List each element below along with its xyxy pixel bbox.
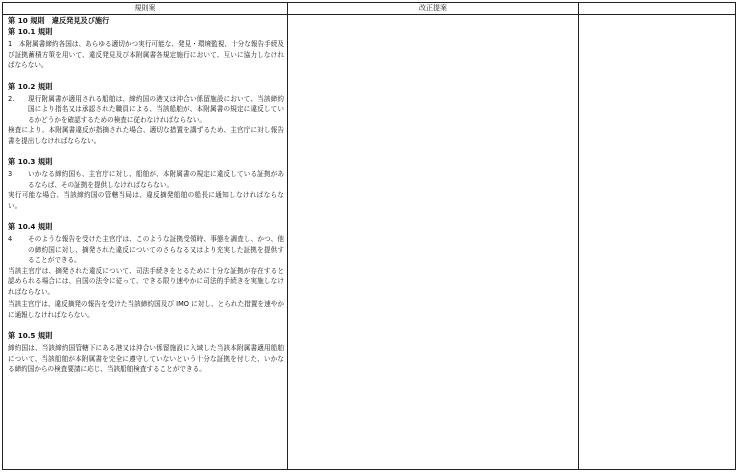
rule-paragraph: 1 本附属書締約各国は、あらゆる適切かつ実行可能な、発見・環境監視、十分な報告手続及び証拠蓄積方策を用いて、違反発見及び本附属書各規定施行において、互いに協力しなければならない。 bbox=[8, 40, 284, 69]
rule-heading: 第 10.4 規則 bbox=[8, 222, 53, 231]
rule-paragraph: 当該主官庁は、違反摘発の報告を受けた当該締約国及び IMO に対し、とられた措置を速やかに通報しなければならない。 bbox=[8, 300, 284, 319]
header-draft-rule: 規則案 bbox=[3, 3, 288, 15]
rule-paragraph: 検査により、本附属書違反が指摘された場合、適切な措置を講ずるため、主官庁に対し報告書を提出しなければならない。 bbox=[8, 126, 284, 145]
amendment-proposal-cell bbox=[288, 15, 579, 470]
rule-section bbox=[8, 157, 284, 211]
rule-heading: 第 10.5 規則 bbox=[8, 331, 53, 340]
paragraph-number: 3 bbox=[8, 170, 13, 178]
paragraph-number: 4 bbox=[8, 235, 13, 243]
rule-section bbox=[8, 27, 284, 71]
paragraph-text: 現行附属書が適用される船舶は、締約国の港又は沖合い係留施設において、当該締約国により指名又は承認された職員による、当該船舶が、本附属書の規定に違反しているかどうかを確認するための検査に従わなければならない。 bbox=[28, 94, 284, 124]
draft-rule-cell bbox=[3, 15, 288, 470]
remarks-cell bbox=[579, 15, 736, 470]
rule-paragraph: 実行可能な場合、当該締約国の管轄当局は、違反摘発船舶の船長に通知しなければならない。 bbox=[8, 191, 284, 210]
paragraph-text: そのような報告を受けた主官庁は、このような証拠受領時、事態を調査し、かつ、他の締約国に対し、摘発された違反についてのさらなる又はより充実した証拠を提供することができる。 bbox=[28, 235, 284, 264]
rule-heading: 第 10.1 規則 bbox=[8, 27, 53, 36]
rule-heading: 第 10.3 規則 bbox=[8, 157, 53, 166]
rule-section bbox=[8, 222, 284, 320]
comparison-table bbox=[2, 2, 736, 470]
numbered-paragraph bbox=[8, 234, 284, 266]
rule-section bbox=[8, 82, 284, 147]
rule-paragraph: 締約国は、当該締約国管轄下にある港又は沖合い係留施設に入域した当該本附属書適用船舶について、当該船舶が本附属書を完全に遵守していないという十分な証拠を付した、いかなる締約国からの検査要請に応じ、当該船舶検査することができる。 bbox=[8, 344, 284, 373]
paragraph-number: 2. bbox=[8, 94, 15, 103]
paragraph-text: いかなる締約国も、主官庁に対し、船舶が、本附属書の規定に違反している証拠があるならば、その証拠を提供しなければならない。 bbox=[28, 170, 284, 189]
rule-paragraph: 当該主官庁は、摘発された違反について、司法手続きをとるために十分な証拠が存在すると認められる場合には、自国の法令に従って、できる限り速やかに司法的手続きを実施しなければならない。 bbox=[8, 266, 284, 296]
table-header-row bbox=[3, 3, 736, 15]
header-remarks bbox=[579, 3, 736, 15]
table-body-row bbox=[3, 15, 736, 470]
chapter-title: 第 10 規則 違反発見及び施行 bbox=[8, 16, 110, 25]
rule-heading: 第 10.2 規則 bbox=[8, 81, 53, 91]
numbered-paragraph bbox=[8, 169, 284, 190]
rule-section bbox=[8, 331, 284, 375]
header-amendment-proposal: 改正提案 bbox=[288, 3, 579, 15]
numbered-paragraph bbox=[8, 94, 284, 126]
